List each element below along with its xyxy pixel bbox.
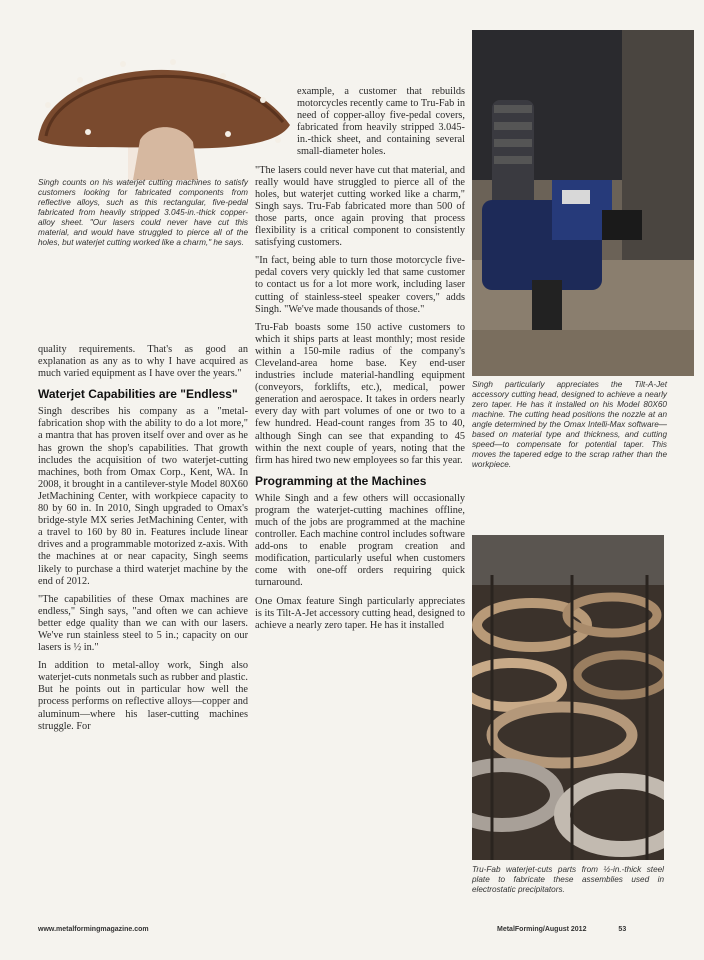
right-top-caption: Singh particularly appreciates the Tilt-A-Jet accessory cutting head, designed to achieve a nearly zero taper. He has it installed on his Model 80X60 machine. The cutting head positions the nozzle at an angle determined by the Omax Intelli-Max software—based on material type and thickness, and cutting speed—to compensate for potential taper. This moves the tapered edge to the scrap rather than the workpiece. [472,380,667,469]
column-1 [38,344,248,739]
col1-paragraph: In addition to metal-alloy work, Singh also waterjet-cuts nonmetals such as rubber and plastic. But he points out in particular how well the process performs on reflective alloys—copper and aluminum—where his laser-cutting machines struggle. For [38,660,248,732]
column-2 [255,86,465,638]
col2-paragraph: "In fact, being able to turn those motorcycle five-pedal covers very quickly led that same customer to contact us for a lot more work, including laser cutting of stainless-steel speaker covers," adds Singh. "We've made thousands of those." [255,255,465,315]
col2-paragraph: example, a customer that rebuilds motorcycles recently came to Tru-Fab in need of copper-alloy five-pedal covers, fabricated from heavily stripped 3.045-in.-thick sheet, and containing several small-diameter holes. [297,86,465,158]
section-heading: Waterjet Capabilities are "Endless" [38,387,238,402]
footer-publication [497,926,626,933]
footer-website: www.metalformingmagazine.com [38,926,149,933]
col1-paragraph: quality requirements. That's as good an explanation as any as to why I have acquired as much varied equipment as I have over the years." [38,344,248,380]
right-bottom-caption: Tru-Fab waterjet-cuts parts from ½-in.-thick steel plate to fabricate these assemblies used in electrostatic precipitators. [472,865,664,894]
col2-paragraph: While Singh and a few others will occasionally program the waterjet-cutting machines offline, much of the jobs are programmed at the machine controller. Each machine control includes software add-ons to enable program creation and modification, particularly useful when customers come with one-off orders requiring quick turnaround. [255,492,465,589]
col2-paragraph: Tru-Fab boasts some 150 active customers to which it ships parts at least monthly; most reside within a 150-mile radius of the company's Cleveland-area home base. Key end-user industries include material-handling equipment (conveyors, forklifts, etc.), medical, power generation and aerospace. It takes in orders nearly every day with part volumes of one or two to a few hundred. Head-count ranges from 35 to 40, although Singh can see that expanding to 45 within the next couple of years, noting that the firm has hired two new employees so far this year. [255,321,465,466]
col1-paragraph: "The capabilities of these Omax machines are endless," Singh says, "and often we can achieve better edge quality than we can with our lasers. We've run stainless steel to 5 in.; capacity on our lasers is ½ in." [38,593,248,654]
col2-paragraph: One Omax feature Singh particularly appreciates is its Tilt-A-Jet accessory cutting head, designed to achieve a nearly zero taper. He has it installed [255,595,465,631]
cutting-head-photo [472,30,694,376]
col1-paragraph: Singh describes his company as a "metal-fabrication shop with the ability to do a lot more," a mantra that has proven itself over and over as he has grown the shop's capabilities. That growth includes the acquisition of two waterjet-cutting machines, both from Omax Corp., Kent, WA. In 2008, it brought in a cantilever-style Model 80X60 JetMachining Center, with workpiece capacity to 80 by 60 in. In 2010, Singh upgraded to Omax's bridge-style MX series JetMachining Center, with a travel to 160 by 80 in. Features include linear drives and a programmable motorized z-axis. With the machines at or near capacity, Singh seems likely to purchase a third waterjet machine by the end of 2012. [38,406,248,587]
section-heading: Programming at the Machines [255,473,427,488]
footer-page-number: 53 [618,926,627,933]
steel-rings-photo [472,535,664,860]
footer-publication-name: MetalForming/August 2012 [497,926,587,933]
left-photo-caption: Singh counts on his waterjet cutting machines to satisfy customers looking for fabricated components from reflective alloys, such as this rectangular, five-pedal fabricated from heavily stripped 3.045-in.-thick copper-alloy sheet. "Our lasers could never have cut this material, and would have struggled to pierce all of the holes, but waterjet cutting worked like a charm," he says. [38,178,248,247]
col2-paragraph: "The lasers could never have cut that material, and really would have struggled to pierce all of the holes, but waterjet cutting worked like a charm," Singh says. Tru-Fab fabricated more than 500 of those parts, once again proving that process flexibility is a critical component to consistently satisfying customers. [255,164,465,249]
